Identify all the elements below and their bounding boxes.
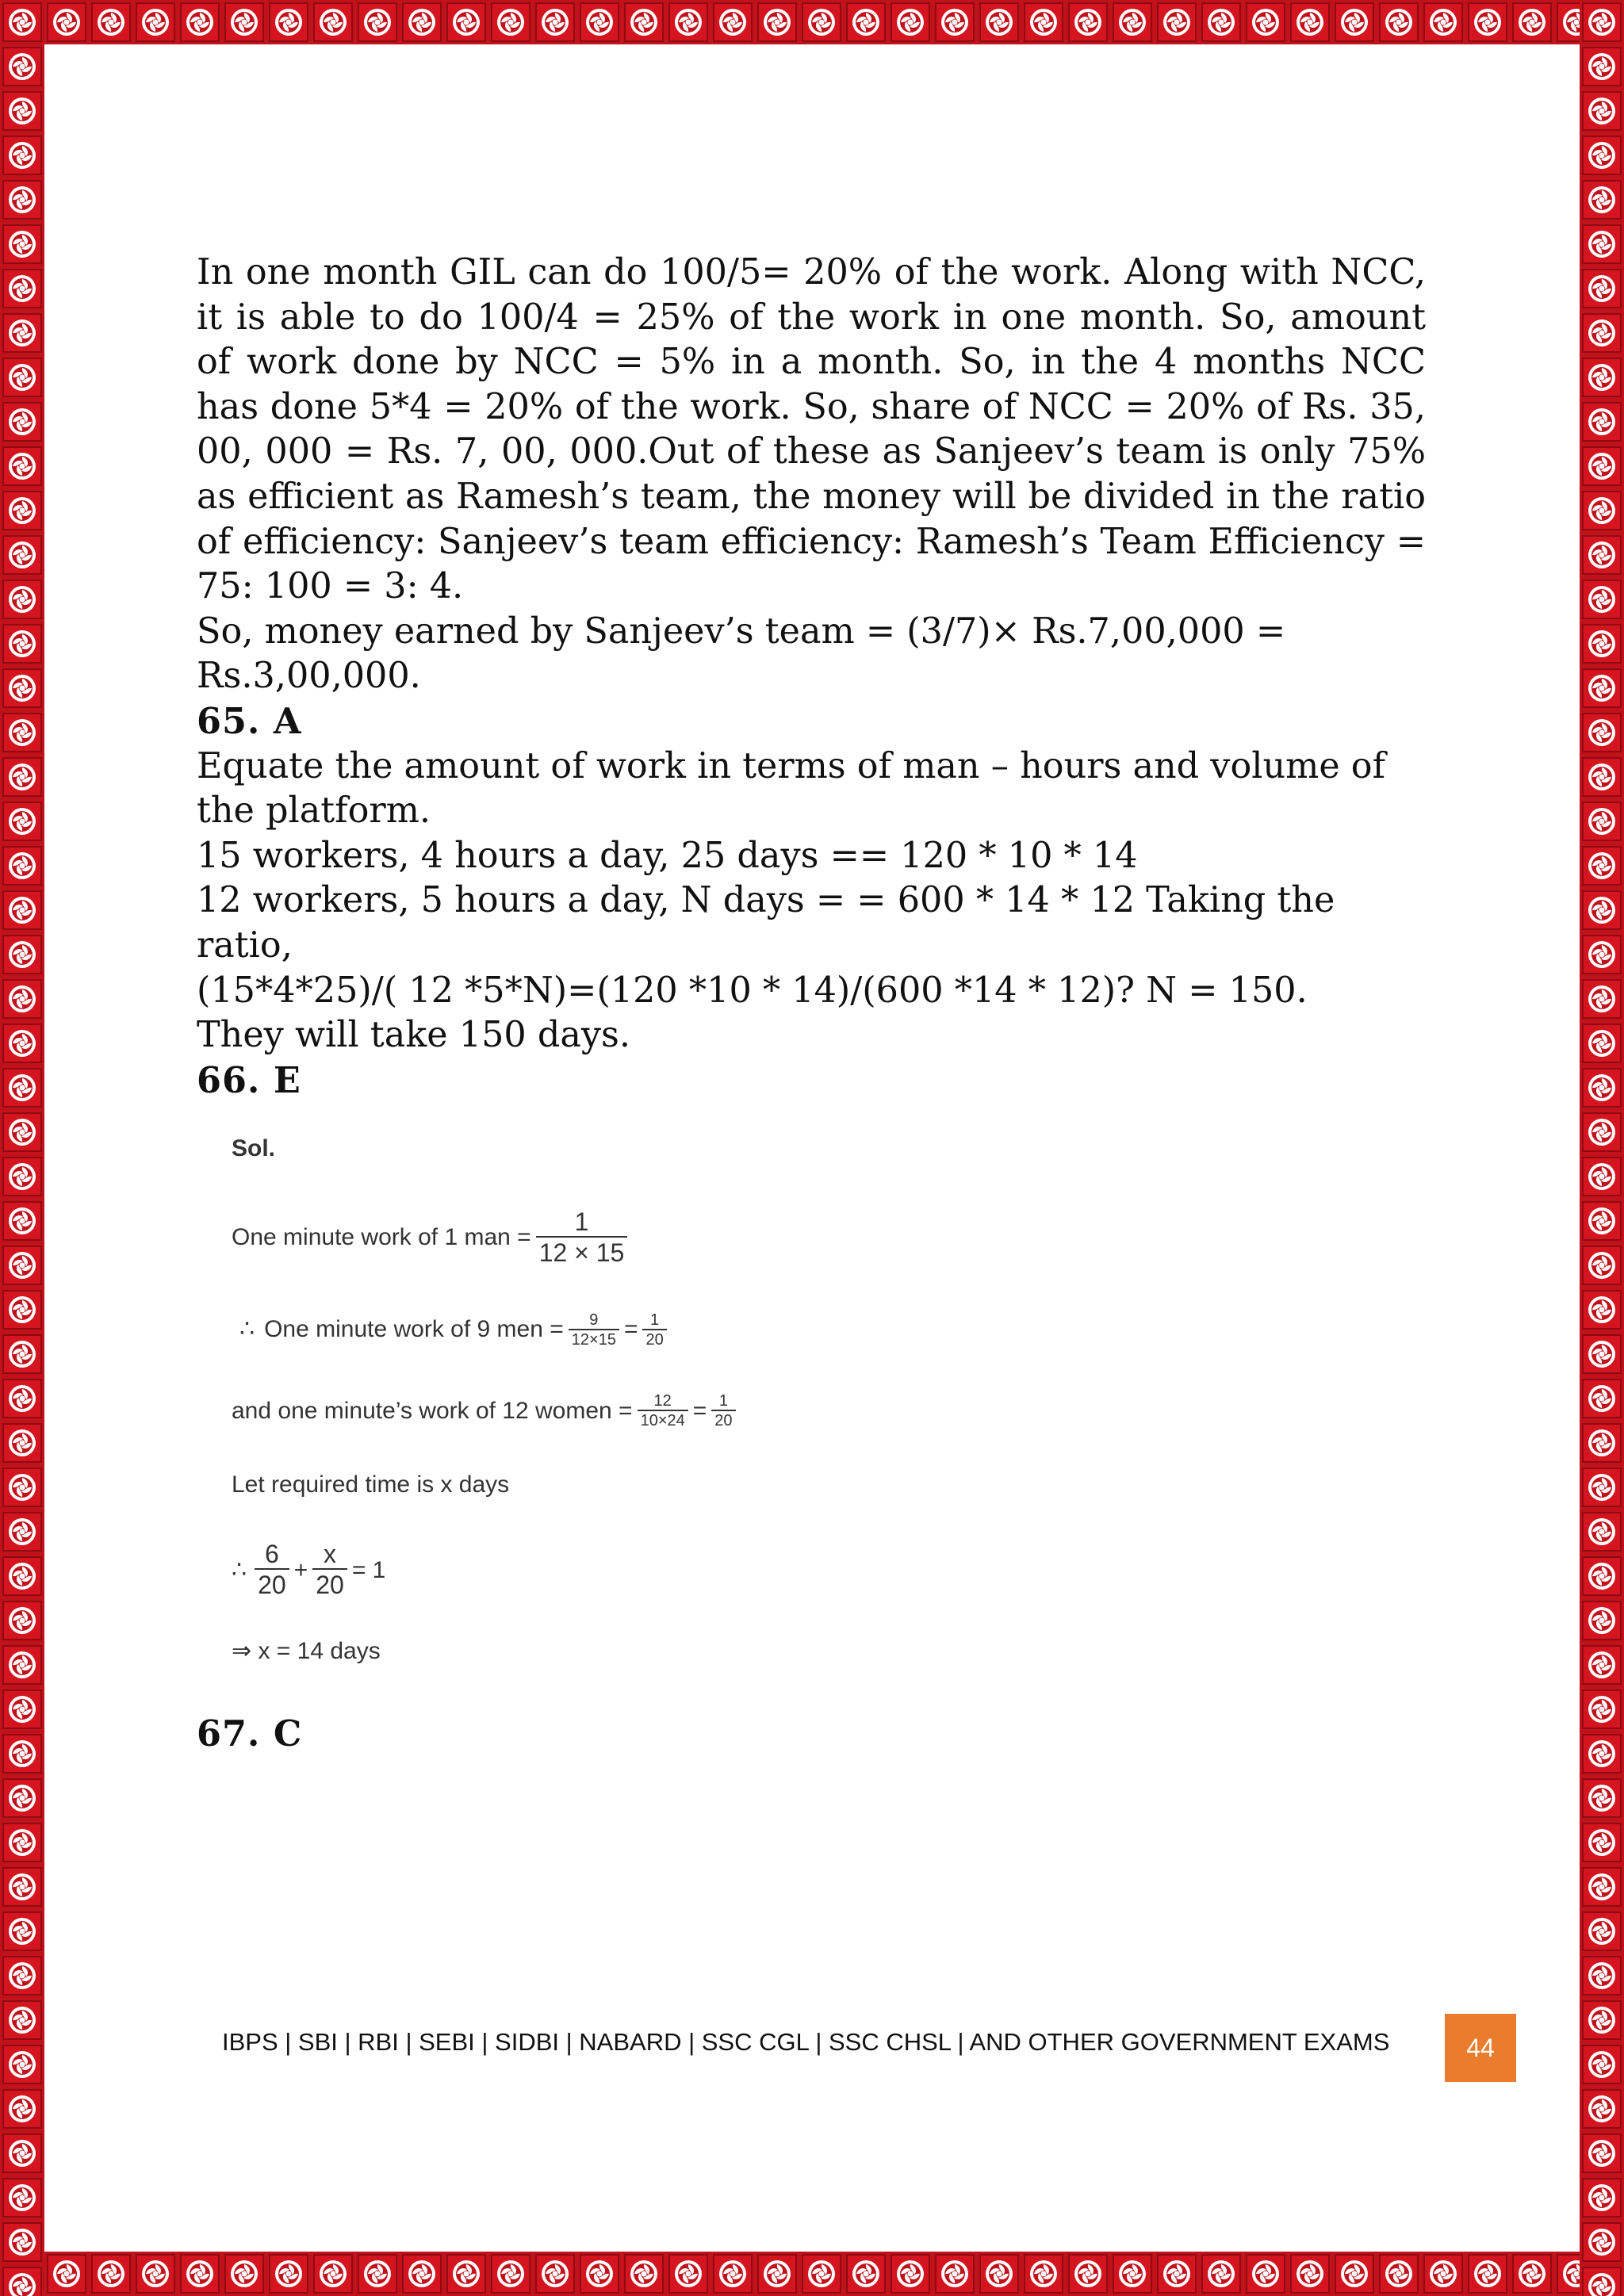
solution-line-2-text: One minute work of 9 men = xyxy=(264,1316,564,1343)
flower-tile-icon xyxy=(1580,0,1624,2296)
solution-line-5: ∴ $\frac{6}{20}$ + $\frac{x}{20}$ = 1 xyxy=(232,1540,386,1600)
q65-line-2: 15 workers, 4 hours a day, 25 days == 120 * 10 * 14 xyxy=(197,835,1138,876)
fraction: $\frac{6}{20}$ xyxy=(255,1540,289,1601)
page-number: 44 xyxy=(1466,2033,1495,2062)
answer-64-explanation: In one month GIL can do 100/5= 20% of the work. Along with NCC, it is able to do 100/4 = 25% of the work in one month. So, amount of work done by NCC = 5% in a month. So, in the 4 months NCC has done 5*4 = 20% of the work. So, share of NCC = 20% of Rs. 35, 00, 000 = Rs. 7, 00, 000.Out of these as Sanjeev’s team is only 75% as efficient as Ramesh’s team, the money will be divided in the ratio of efficiency: Sanjeev’s team efficiency: Ramesh’s Team Efficiency = 75: 100 = 3: 4. xyxy=(197,252,1426,607)
page-number-badge xyxy=(1445,2014,1516,2082)
solution-title: Sol. xyxy=(232,1135,276,1162)
page-footer xyxy=(222,2014,1516,2082)
page-content xyxy=(197,251,1426,1757)
footer-exams-text: IBPS | SBI | RBI | SEBI | SIDBI | NABARD | SSC CGL | SSC CHSL | AND OTHER GOVERNMENT EXAMS xyxy=(222,2028,1390,2056)
solution-line-1 xyxy=(232,1208,945,1269)
question-66-heading: 66. E xyxy=(197,1059,301,1101)
solution-line-4: Let required time is x days xyxy=(232,1471,510,1498)
q65-line-1: Equate the amount of work in terms of man – hours and volume of the platform. xyxy=(197,745,1386,832)
fraction: $\frac{1}{20}$ xyxy=(711,1392,735,1430)
left-border xyxy=(0,0,44,2296)
top-border xyxy=(0,0,1624,44)
answer-64-conclusion: So, money earned by Sanjeev’s team = (3/7)× Rs.7,00,000 = Rs.3,00,000. xyxy=(197,610,1286,697)
fraction: $\frac{x}{20}$ xyxy=(312,1540,347,1601)
solution-line-6: ⇒ x = 14 days xyxy=(232,1637,381,1664)
q65-line-4: (15*4*25)/( 12 *5*N)=(120 *10 * 14)/(600 *14 * 12)? N = 150. xyxy=(197,970,1308,1011)
solution-line-3-text: and one minute’s work of 12 women = xyxy=(232,1398,633,1425)
question-67-heading: 67. C xyxy=(197,1713,303,1755)
solution-66-image xyxy=(232,1127,945,1674)
fraction: $\frac{12}{10\times 24}$ xyxy=(638,1392,688,1430)
therefore-symbol: ∴ xyxy=(232,1556,247,1583)
flower-tile-icon xyxy=(0,0,44,2296)
right-border xyxy=(1580,0,1624,2296)
fraction: $\frac{9}{12\times 15}$ xyxy=(569,1311,619,1349)
therefore-symbol: ∴ xyxy=(239,1316,255,1343)
fraction: $\frac{1}{12 \times 15}$ xyxy=(536,1208,628,1269)
bottom-border xyxy=(0,2252,1624,2296)
flower-tile-icon xyxy=(0,2252,1624,2296)
solution-line-3: and one minute’s work of 12 women = $\frac{12}{10\times 24}$ = $\frac{1}{20}$ xyxy=(232,1389,945,1434)
flower-tile-icon xyxy=(0,0,1624,44)
question-65-heading: 65. A xyxy=(197,700,302,742)
fraction: $\frac{1}{20}$ xyxy=(642,1311,666,1349)
q65-line-5: They will take 150 days. xyxy=(197,1015,630,1056)
solution-line-1-text: One minute work of 1 man = xyxy=(232,1224,531,1251)
q65-line-3: 12 workers, 5 hours a day, N days = = 600 * 14 * 12 Taking the ratio, xyxy=(197,880,1335,966)
solution-line-2: ∴ One minute work of 9 men = $\frac{9}{12\times 15}$ = $\frac{1}{20}$ xyxy=(232,1307,945,1353)
